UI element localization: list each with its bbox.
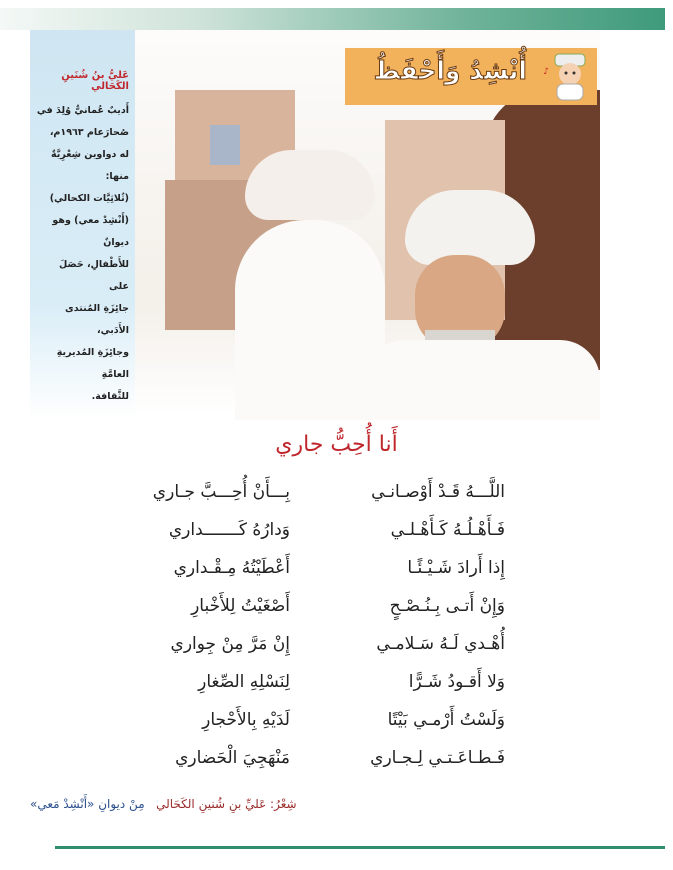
bio-line: جائِزَةِ المُنتدى الأَدَبي،: [65, 303, 129, 336]
verse-first-half: وَلَسْتُ أَرْمـي بَيْتًا: [387, 710, 505, 730]
verse-second-half: لِنَسْلِهِ الصِّغارِ: [198, 672, 290, 692]
svg-text:♪: ♪: [543, 67, 549, 77]
bio-line: (ثُلاثِيَّات الكحالي): [49, 193, 129, 204]
verse-second-half: وَدارُهُ كَـــــــداري: [168, 520, 290, 540]
credit-source: مِنْ ديوانِ «أَنْشِدْ مَعي»: [30, 797, 145, 811]
section-banner: [345, 48, 597, 105]
verse-first-half: وَإِنْ أَتـى بِـنُـصْـحٍ: [389, 596, 505, 616]
bio-line: للأَطْفالِ، حَصَلَ على: [59, 259, 129, 292]
verse-second-half: أَعْطَيْتُهُ مِـقْـداري: [173, 558, 290, 578]
bio-line: للثَّقافة.: [91, 391, 129, 402]
section-title: أُنْشِدُ وَأَحْفَظُ: [373, 56, 527, 85]
verse-second-half: إِنْ مَرَّ مِنْ جِواري: [170, 634, 290, 654]
poet-name: عَليُّ بنُ شُنَينِ الكَحَالي: [61, 70, 129, 92]
credit-poet: شِعْرُ: عَليِّ بنِ شُنينِ الكَحَالي: [156, 797, 297, 811]
verse-second-half: بِـــأَنْ أُحِـــبَّ جـاري: [152, 482, 290, 502]
bio-line: صُحارَعام ١٩٦٣م،: [49, 127, 129, 138]
bio-line: وجائِزَةِ المُديريةِ العامَّةِ: [56, 347, 129, 380]
poem-credit: [30, 797, 297, 811]
verse-first-half: اللَّـــهُ قَـدْ أَوْصـانـي: [371, 482, 505, 502]
verse-first-half: وَلا أَقـودُ شَـرًّا: [408, 672, 505, 692]
bottom-divider: [55, 846, 665, 849]
bio-line: (أَنْشِدْ معي) وهو ديوانٌ: [52, 215, 129, 248]
verse-second-half: مَنْهَجِيَ الْحَضاري: [175, 748, 290, 768]
verse-first-half: أُهْـدي لَـهُ سَـلامـي: [376, 634, 505, 654]
poem-title: أَنا أُحِبُّ جاري: [275, 432, 398, 457]
verse-second-half: لَدَيْهِ بِالأَحْجارِ: [202, 710, 290, 730]
singing-child-icon: [543, 52, 593, 100]
top-decorative-band: [0, 8, 665, 30]
bio-line: له دواوين شِعْرِيَّةٌ منها:: [51, 149, 129, 182]
verse-second-half: أَصْغَيْتُ لِلأَخْبارِ: [191, 596, 290, 616]
bio-line: أَديبٌ عُمانيٌّ وُلِدَ في: [36, 105, 129, 116]
poet-bio-panel: [30, 30, 135, 420]
verse-first-half: فَـطـاعَـتـي لِـجـاري: [370, 748, 505, 768]
verse-first-half: إِذا أَرادَ شَـيْـئًـا: [407, 558, 505, 578]
verse-first-half: فَـأَهْـلُـهُ كَـأَهْـلـي: [390, 520, 505, 540]
